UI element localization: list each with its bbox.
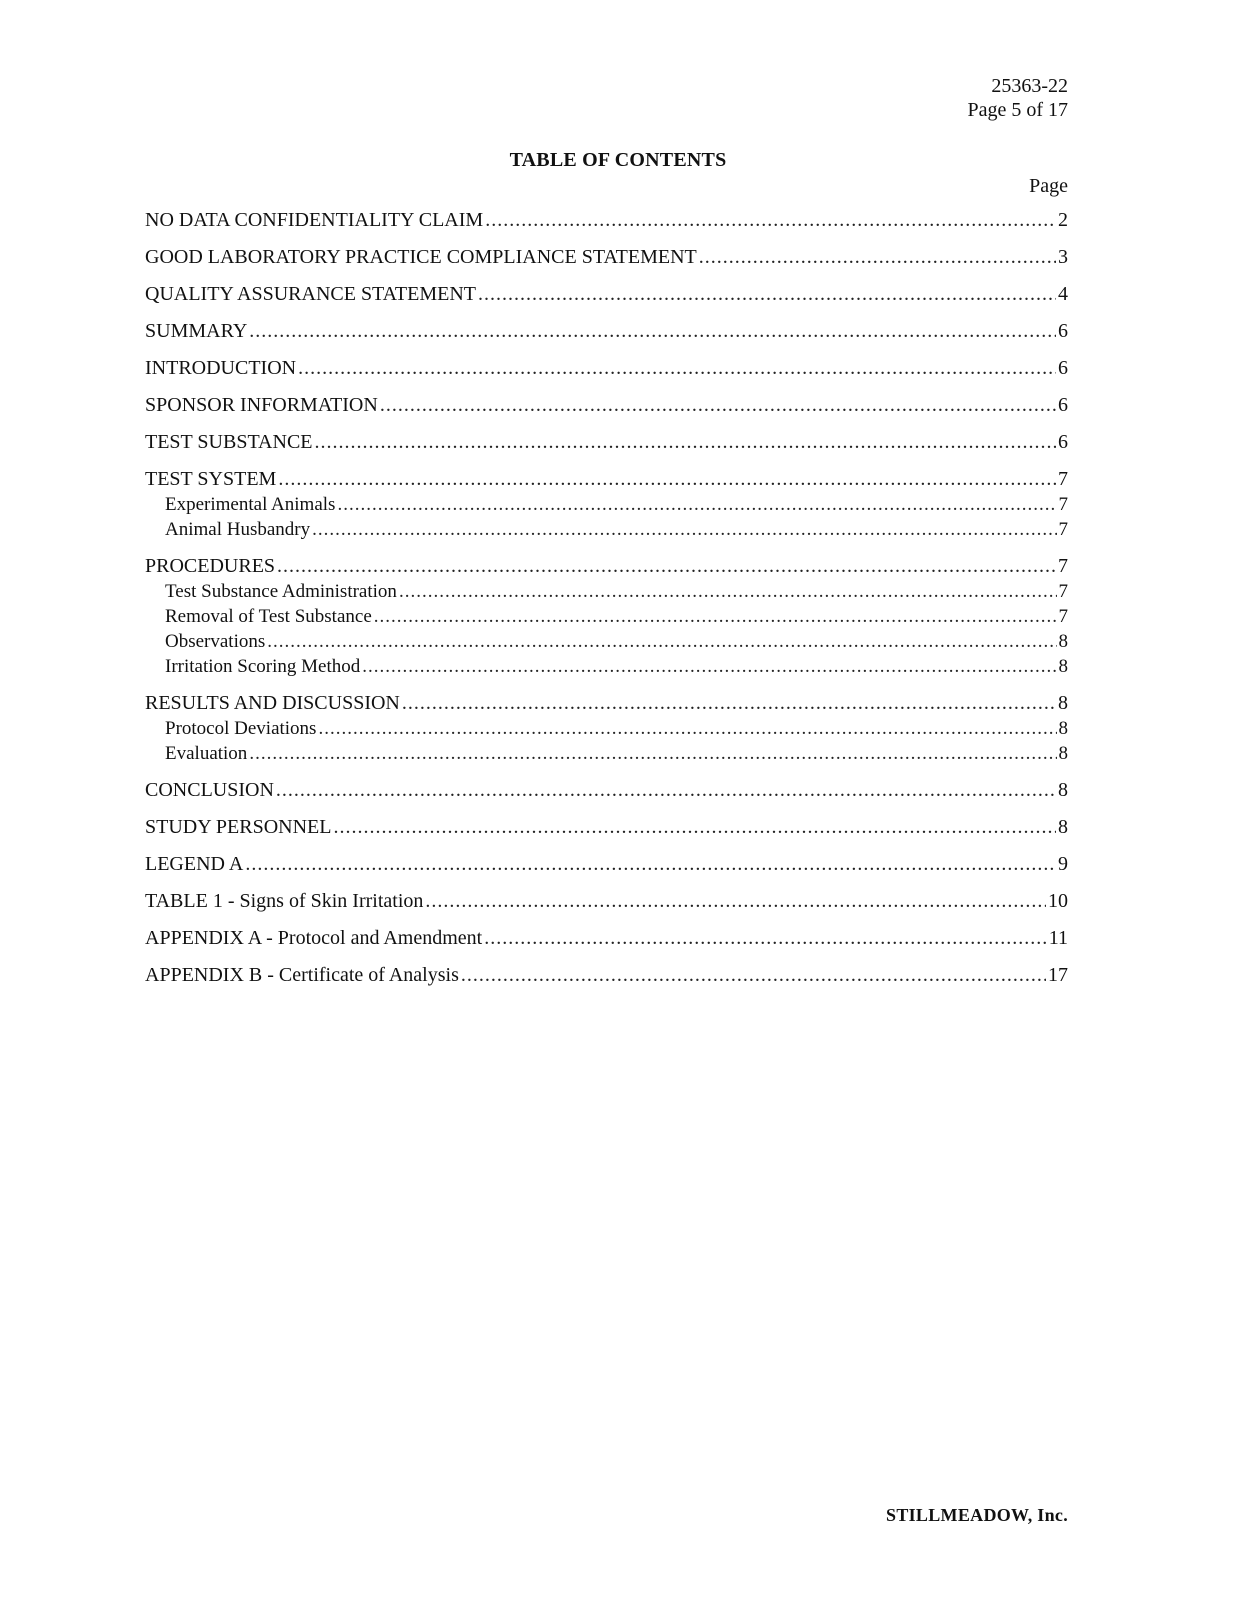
toc-entry-label: SUMMARY — [145, 320, 248, 342]
toc-section — [145, 467, 1068, 542]
toc-subentry[interactable] — [145, 579, 1068, 604]
toc-entry-label: RESULTS AND DISCUSSION — [145, 692, 400, 714]
toc-entry-page: 2 — [1058, 209, 1068, 231]
toc-entry-label: LEGEND A — [145, 853, 244, 875]
toc-entry[interactable] — [145, 889, 1068, 914]
toc-section — [145, 852, 1068, 877]
toc-section — [145, 319, 1068, 344]
toc-entry-label: QUALITY ASSURANCE STATEMENT — [145, 283, 476, 305]
toc-entry-page: 11 — [1048, 927, 1068, 949]
toc-entry-label: STUDY PERSONNEL — [145, 816, 332, 838]
toc-entry-page: 8 — [1058, 631, 1068, 652]
toc-entry-label: Observations — [165, 631, 266, 652]
toc-entry-label: Test Substance Administration — [165, 581, 397, 602]
toc-entry-page: 8 — [1058, 779, 1068, 801]
dot-leader — [249, 319, 1056, 344]
toc-entry-page: 8 — [1058, 656, 1068, 677]
toc-entry[interactable] — [145, 778, 1068, 803]
toc-entry[interactable] — [145, 815, 1068, 840]
toc-entry[interactable] — [145, 282, 1068, 307]
toc-entry-label: INTRODUCTION — [145, 357, 297, 379]
dot-leader — [402, 691, 1056, 716]
toc-subentry[interactable] — [145, 629, 1068, 654]
toc-entry[interactable] — [145, 926, 1068, 951]
toc-section — [145, 430, 1068, 455]
dot-leader — [277, 554, 1056, 579]
report-number: 25363-22 — [991, 75, 1068, 97]
dot-leader — [478, 282, 1056, 307]
toc-subentry[interactable] — [145, 654, 1068, 679]
toc-section — [145, 963, 1068, 988]
toc-entry-page: 7 — [1058, 494, 1068, 515]
toc-entry[interactable] — [145, 208, 1068, 233]
dot-leader — [425, 889, 1046, 914]
dot-leader — [461, 963, 1046, 988]
dot-leader — [298, 356, 1056, 381]
dot-leader — [245, 852, 1056, 877]
toc-section — [145, 208, 1068, 233]
toc-title: TABLE OF CONTENTS — [509, 149, 727, 171]
dot-leader — [318, 716, 1056, 741]
toc-entry-label: TABLE 1 - Signs of Skin Irritation — [145, 890, 424, 912]
toc-entry-page: 17 — [1048, 964, 1068, 986]
dot-leader — [334, 815, 1057, 840]
company-footer: STILLMEADOW, Inc. — [886, 1505, 1068, 1525]
toc-entry-page: 4 — [1058, 283, 1068, 305]
toc-entry-page: 8 — [1058, 718, 1068, 739]
toc-entry-label: Removal of Test Substance — [165, 606, 372, 627]
toc-subentry[interactable] — [145, 604, 1068, 629]
toc-section — [145, 282, 1068, 307]
page-column-label: Page — [1029, 175, 1068, 197]
dot-leader — [337, 492, 1056, 517]
dot-leader — [399, 579, 1057, 604]
toc-entry[interactable] — [145, 852, 1068, 877]
toc-entry-page: 7 — [1058, 581, 1068, 602]
dot-leader — [380, 393, 1056, 418]
toc-entry-label: PROCEDURES — [145, 555, 276, 577]
toc-section — [145, 245, 1068, 270]
toc-entry-page: 6 — [1058, 431, 1068, 453]
toc-section — [145, 554, 1068, 679]
dot-leader — [374, 604, 1057, 629]
toc-entry-label: Animal Husbandry — [165, 519, 311, 540]
toc-entry-page: 7 — [1058, 468, 1068, 490]
dot-leader — [315, 430, 1057, 455]
dot-leader — [484, 926, 1047, 951]
toc-section — [145, 691, 1068, 766]
toc-entry-page: 6 — [1058, 357, 1068, 379]
toc-entry-label: GOOD LABORATORY PRACTICE COMPLIANCE STATEMENT — [145, 246, 697, 268]
page-indicator: Page 5 of 17 — [967, 99, 1068, 121]
toc-subentry[interactable] — [145, 716, 1068, 741]
toc-entry[interactable] — [145, 245, 1068, 270]
toc-entry-label: APPENDIX B - Certificate of Analysis — [145, 964, 459, 986]
toc-entry-page: 7 — [1058, 519, 1068, 540]
toc-entry-label: APPENDIX A - Protocol and Amendment — [145, 927, 483, 949]
toc-entry-page: 6 — [1058, 320, 1068, 342]
toc-entry-label: NO DATA CONFIDENTIALITY CLAIM — [145, 209, 484, 231]
toc-entry-page: 6 — [1058, 394, 1068, 416]
toc-section — [145, 393, 1068, 418]
toc-entry[interactable] — [145, 430, 1068, 455]
toc-entry[interactable] — [145, 393, 1068, 418]
dot-leader — [312, 517, 1056, 542]
page-identifier — [967, 74, 1068, 122]
toc-entry-page: 3 — [1058, 246, 1068, 268]
dot-leader — [699, 245, 1056, 270]
toc-entry[interactable] — [145, 356, 1068, 381]
dot-leader — [267, 629, 1056, 654]
table-of-contents — [145, 208, 1068, 1000]
toc-entry-label: Evaluation — [165, 743, 248, 764]
toc-section — [145, 926, 1068, 951]
toc-entry-label: Protocol Deviations — [165, 718, 317, 739]
dot-leader — [278, 467, 1056, 492]
toc-section — [145, 815, 1068, 840]
toc-entry[interactable] — [145, 319, 1068, 344]
dot-leader — [362, 654, 1056, 679]
toc-entry[interactable] — [145, 963, 1068, 988]
toc-section — [145, 778, 1068, 803]
toc-entry-label: Irritation Scoring Method — [165, 656, 361, 677]
dot-leader — [276, 778, 1056, 803]
toc-entry-page: 7 — [1058, 606, 1068, 627]
toc-entry[interactable] — [145, 554, 1068, 579]
toc-entry-page: 10 — [1048, 890, 1068, 912]
toc-entry-label: CONCLUSION — [145, 779, 274, 801]
toc-subentry[interactable] — [145, 741, 1068, 766]
toc-entry-page: 8 — [1058, 743, 1068, 764]
toc-subentry[interactable] — [145, 492, 1068, 517]
toc-entry[interactable] — [145, 691, 1068, 716]
toc-entry-page: 7 — [1058, 555, 1068, 577]
toc-section — [145, 889, 1068, 914]
toc-entry[interactable] — [145, 467, 1068, 492]
toc-entry-page: 8 — [1058, 816, 1068, 838]
toc-entry-label: SPONSOR INFORMATION — [145, 394, 378, 416]
toc-entry-page: 8 — [1058, 692, 1068, 714]
toc-entry-label: TEST SUBSTANCE — [145, 431, 313, 453]
toc-entry-label: TEST SYSTEM — [145, 468, 277, 490]
dot-leader — [485, 208, 1056, 233]
toc-entry-page: 9 — [1058, 853, 1068, 875]
toc-entry-label: Experimental Animals — [165, 494, 336, 515]
toc-subentry[interactable] — [145, 517, 1068, 542]
dot-leader — [249, 741, 1056, 766]
toc-section — [145, 356, 1068, 381]
